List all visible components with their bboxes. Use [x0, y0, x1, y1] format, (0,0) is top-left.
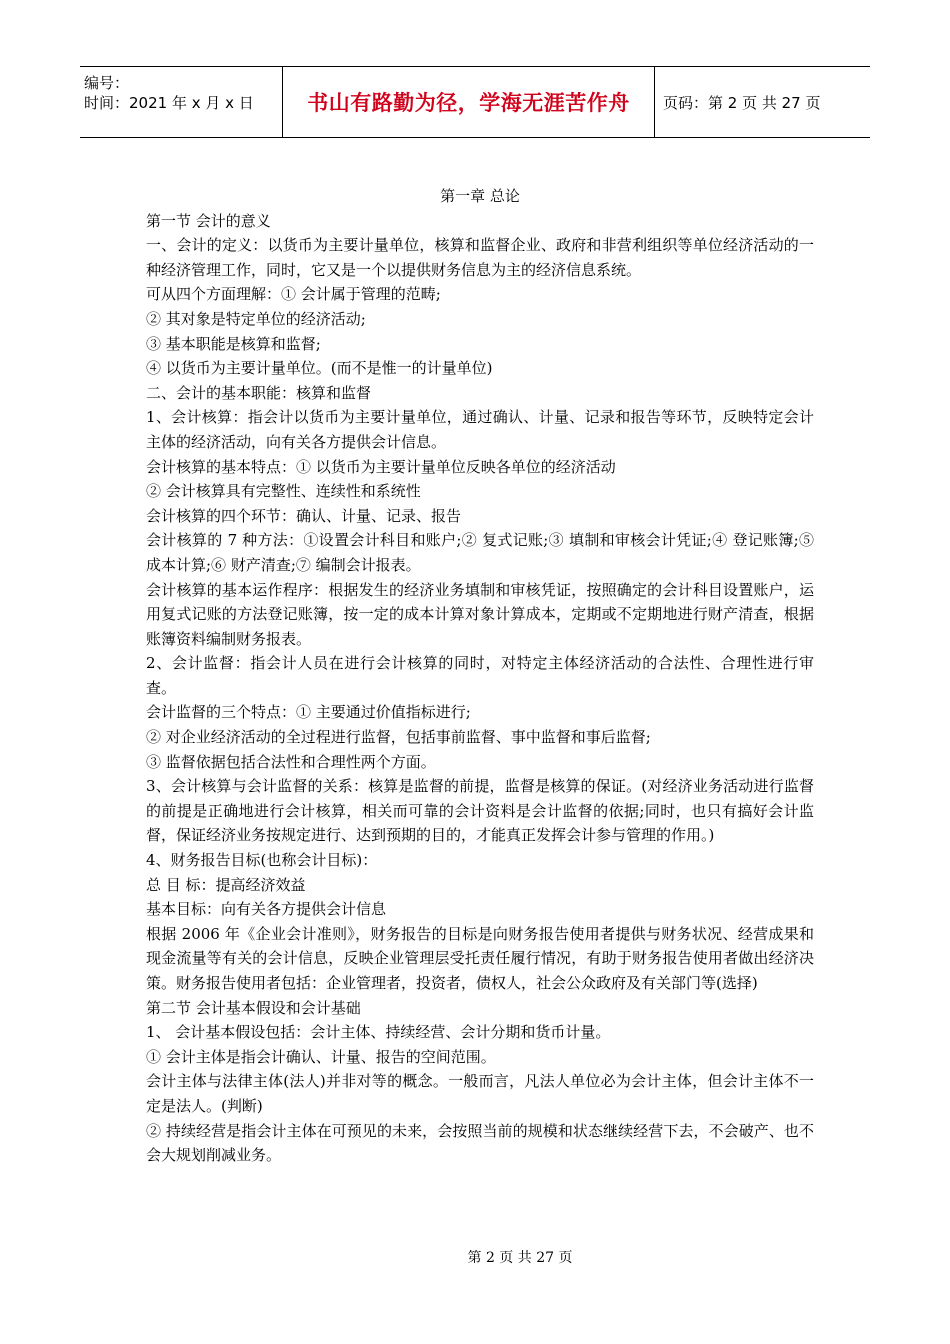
paragraph: ② 会计核算具有完整性、连续性和系统性 [146, 482, 421, 501]
paragraph: 可从四个方面理解：① 会计属于管理的范畴; [146, 285, 441, 304]
paragraph: 根据 2006 年《企业会计准则》，财务报告的目标是向财务报告使用者提供与财务状况、经营成果和现金流量等有关的会计信息，反映企业管理层受托责任履行情况，有助于财务报告使用者做出经济决策。财务报告使用者包括：企业管理者，投资者，债权人，社会公众政府及有关部门等(选择) [146, 924, 814, 992]
paragraph: 会计主体与法律主体(法人)并非对等的概念。一般而言，凡法人单位必为会计主体，但会计主体不一定是法人。(判断) [146, 1072, 814, 1115]
header-info-cell [80, 67, 283, 137]
motto-text: 书山有路勤为径，学海无涯苦作舟 [307, 91, 630, 115]
paragraph: ② 对企业经济活动的全过程进行监督，包括事前监督、事中监督和事后监督; [146, 728, 651, 747]
paragraph: 1、 会计基本假设包括：会计主体、持续经营、会计分期和货币计量。 [146, 1023, 611, 1042]
paragraph: ④ 以货币为主要计量单位。(而不是惟一的计量单位) [146, 359, 493, 378]
paragraph: 3、会计核算与会计监督的关系：核算是监督的前提，监督是核算的保证。(对经济业务活动进行监督的前提是正确地进行会计核算，相关而可靠的会计资料是会计监督的依据;同时，也只有搞好会计监督，保证经济业务按规定进行、达到预期的目的，才能真正发挥会计参与管理的作用。) [146, 777, 814, 845]
paragraph: ③ 监督依据包括合法性和合理性两个方面。 [146, 752, 436, 771]
header-page-cell [655, 67, 870, 137]
paragraph: 第一节 会计的意义 [146, 211, 271, 230]
paragraph: 第二节 会计基本假设和会计基础 [146, 998, 361, 1017]
paragraph: 总 目 标：提高经济效益 [146, 875, 306, 894]
paragraph: ③ 基本职能是核算和监督; [146, 334, 321, 353]
number-label: 编号： [84, 74, 130, 92]
paragraph: ② 持续经营是指会计主体在可预见的未来，会按照当前的规模和状态继续经营下去，不会破产、也不会大规划削减业务。 [146, 1121, 814, 1165]
header-motto-cell [283, 67, 655, 137]
page-code: 页码：第 2 页 共 27 页 [663, 93, 821, 112]
paragraph: 一、会计的定义：以货币为主要计量单位，核算和监督企业、政府和非营利组织等单位经济活动的一种经济管理工作，同时，它又是一个以提供财务信息为主的经济信息系统。 [146, 236, 814, 279]
paragraph: ① 会计主体是指会计确认、计量、报告的空间范围。 [146, 1047, 496, 1066]
paragraph: 会计核算的四个环节：确认、计量、记录、报告 [146, 506, 462, 525]
paragraph-list [146, 209, 814, 1168]
page-footer [0, 1247, 950, 1267]
paragraph: 会计核算的 7 种方法：①设置会计科目和账户;② 复式记账;③ 填制和审核会计凭证;④ 登记账簿;⑤ 成本计算;⑥ 财产清查;⑦ 编制会计报表。 [146, 531, 814, 574]
paragraph: 会计监督的三个特点：① 主要通过价值指标进行; [146, 703, 471, 722]
footer-page-number: 第 2 页 共 27 页 [467, 1250, 573, 1266]
date-label: 时间：2021 年 x 月 x 日 [84, 94, 254, 112]
paragraph: 1、会计核算：指会计以货币为主要计量单位，通过确认、计量、记录和报告等环节，反映特定会计主体的经济活动，向有关各方提供会计信息。 [146, 408, 814, 451]
page-header [80, 66, 870, 138]
document-body [146, 184, 814, 1168]
chapter-title: 第一章 总论 [440, 187, 520, 205]
paragraph: 会计核算的基本特点：① 以货币为主要计量单位反映各单位的经济活动 [146, 457, 616, 476]
paragraph: 二、会计的基本职能：核算和监督 [146, 383, 372, 402]
paragraph: 基本目标：向有关各方提供会计信息 [146, 900, 387, 919]
paragraph: 4、财务报告目标(也称会计目标)： [146, 851, 378, 870]
paragraph: ② 其对象是特定单位的经济活动; [146, 309, 366, 328]
paragraph: 会计核算的基本运作程序：根据发生的经济业务填制和审核凭证，按照确定的会计科目设置账户，运用复式记账的方法登记账簿，按一定的成本计算对象计算成本，定期或不定期地进行财产清查，根据账簿资料编制财务报表。 [146, 580, 814, 648]
paragraph: 2、会计监督：指会计人员在进行会计核算的同时，对特定主体经济活动的合法性、合理性进行审查。 [146, 654, 814, 697]
